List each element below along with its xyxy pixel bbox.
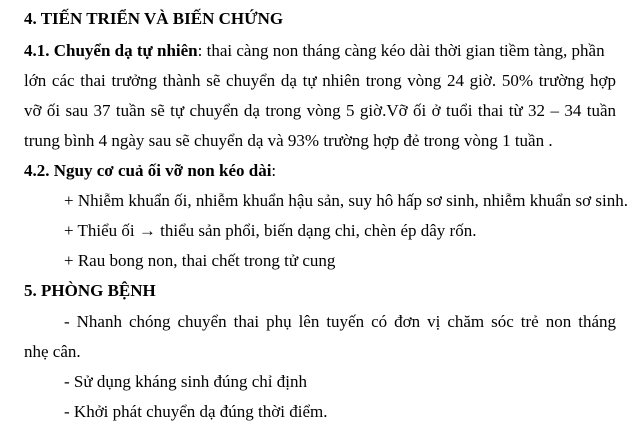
section-5-heading: 5. PHÒNG BỆNH [24, 281, 156, 300]
section-4-1-line-4: trung bình 4 ngày sau sẽ chuyển dạ và 93% trường hợp đẻ trong vòng 1 tuần . [24, 131, 553, 150]
section-4-2-colon: : [271, 161, 277, 180]
prevention-item-1-line-1: - Nhanh chóng chuyển thai phụ lên tuyến có đơn vị chăm sóc trẻ non tháng [64, 312, 616, 331]
risk-item-2: + Thiểu ối → thiểu sản phổi, biến dạng chi, chèn ép dây rốn. [64, 221, 477, 240]
section-4-2-heading-line [24, 160, 276, 182]
risk-item-1: + Nhiễm khuẩn ối, nhiễm khuẩn hậu sản, suy hô hấp sơ sinh, nhiễm khuẩn sơ sinh. [64, 191, 628, 210]
section-4-1-line-1 [24, 40, 616, 62]
prevention-item-3: - Khởi phát chuyển dạ đúng thời điểm. [64, 402, 328, 421]
risk-item-3: + Rau bong non, thai chết trong tử cung [64, 251, 336, 270]
section-4-1-line-3: vỡ ối sau 37 tuần sẽ tự chuyển dạ trong vòng 5 giờ.Vỡ ối ở tuổi thai từ 32 – 34 tuần [24, 101, 616, 120]
prevention-item-1-line-2: nhẹ cân. [24, 342, 81, 361]
section-4-1-title: 4.1. Chuyển dạ tự nhiên [24, 41, 198, 60]
section-4-2-title: 4.2. Nguy cơ cuả ối vỡ non kéo dài [24, 161, 272, 180]
section-4-heading: 4. TIẾN TRIỂN VÀ BIẾN CHỨNG [24, 9, 284, 28]
prevention-item-2: - Sử dụng kháng sinh đúng chỉ định [64, 372, 307, 391]
section-4-1-line-1-text: : thai càng non tháng càng kéo dài thời gian tiềm tàng, phần [197, 41, 605, 60]
section-4-1-line-2: lớn các thai trưởng thành sẽ chuyển dạ tự nhiên trong vòng 24 giờ. 50% trường hợp [24, 71, 616, 90]
